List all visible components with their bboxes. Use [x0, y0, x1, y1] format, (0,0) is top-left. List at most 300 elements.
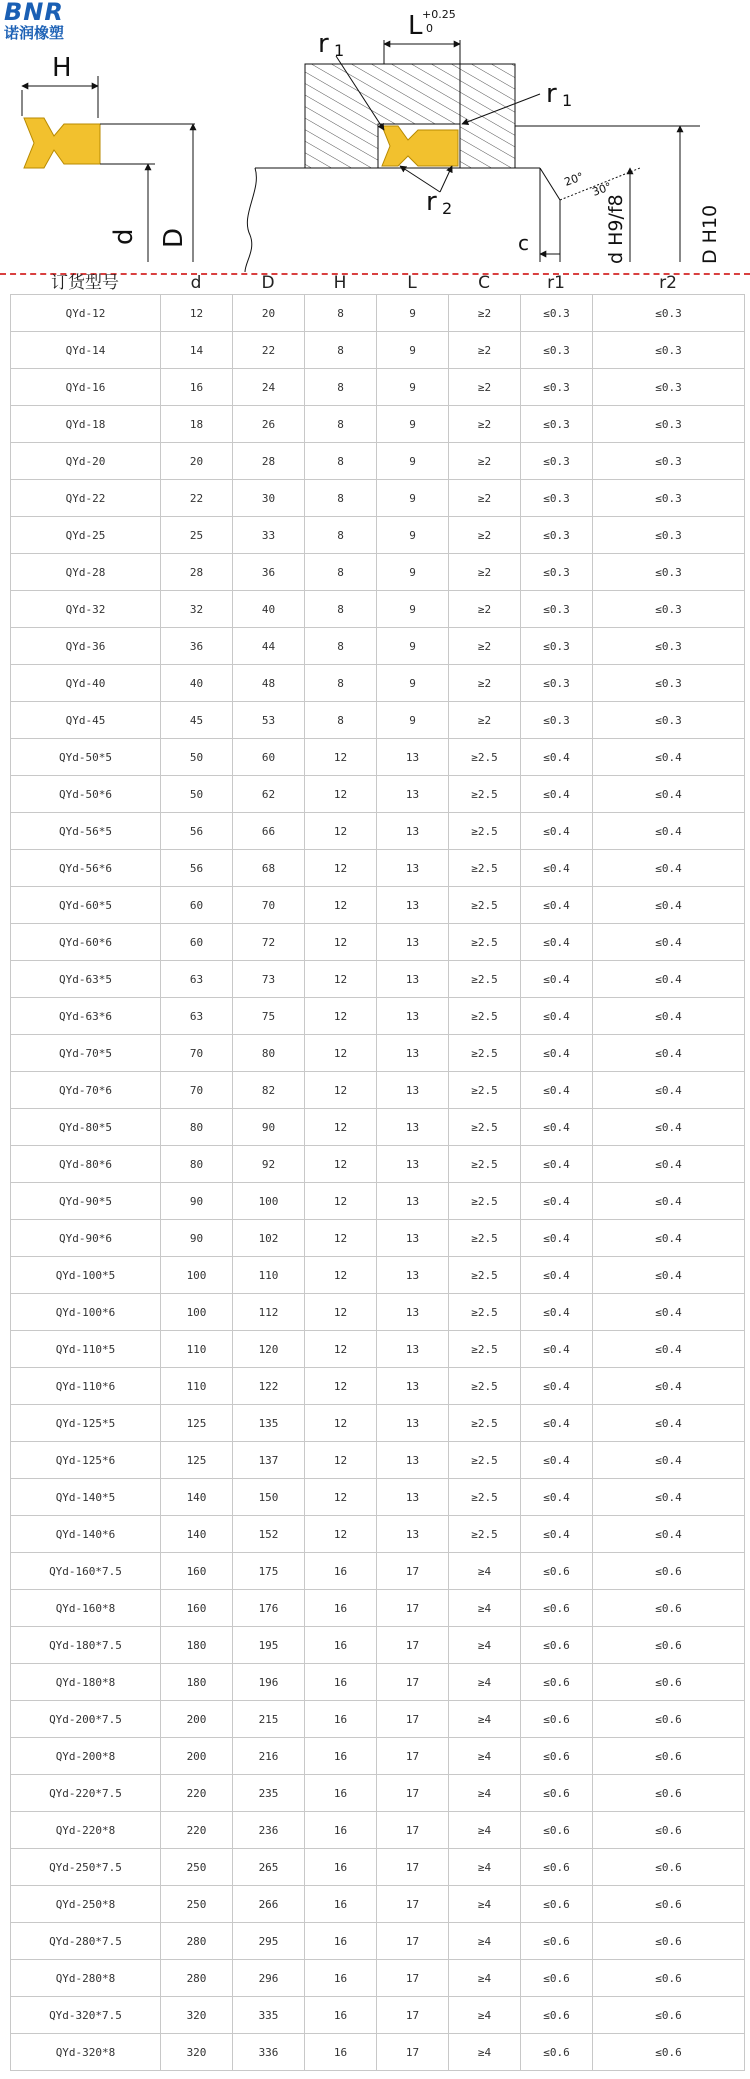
cell-r2: ≤0.3 — [593, 295, 745, 332]
cell-L: 13 — [377, 1294, 449, 1331]
cell-H: 12 — [305, 1405, 377, 1442]
cell-d: 45 — [161, 702, 233, 739]
cell-C: ≥4 — [449, 1664, 521, 1701]
cell-r2: ≤0.6 — [593, 1960, 745, 1997]
cell-C: ≥2 — [449, 591, 521, 628]
cell-model: QYd-250*8 — [11, 1886, 161, 1923]
cell-d: 320 — [161, 2034, 233, 2071]
cell-H: 8 — [305, 665, 377, 702]
cell-d: 14 — [161, 332, 233, 369]
cell-L: 13 — [377, 998, 449, 1035]
cell-H: 8 — [305, 443, 377, 480]
cell-r2: ≤0.4 — [593, 1072, 745, 1109]
cell-model: QYd-63*6 — [11, 998, 161, 1035]
cell-C: ≥2 — [449, 517, 521, 554]
cell-model: QYd-14 — [11, 332, 161, 369]
header-C: C — [478, 273, 490, 293]
cell-D: 150 — [233, 1479, 305, 1516]
header-r1: r1 — [547, 273, 565, 293]
cell-H: 8 — [305, 702, 377, 739]
cell-r2: ≤0.6 — [593, 1738, 745, 1775]
cell-r1: ≤0.6 — [521, 1664, 593, 1701]
cell-D: 73 — [233, 961, 305, 998]
cell-D: 48 — [233, 665, 305, 702]
cell-r1: ≤0.4 — [521, 776, 593, 813]
cell-C: ≥4 — [449, 1738, 521, 1775]
cell-D: 70 — [233, 887, 305, 924]
cell-H: 12 — [305, 1035, 377, 1072]
cell-L: 13 — [377, 739, 449, 776]
cell-d: 280 — [161, 1960, 233, 1997]
cell-model: QYd-80*6 — [11, 1146, 161, 1183]
cell-H: 8 — [305, 369, 377, 406]
cell-C: ≥2.5 — [449, 998, 521, 1035]
cell-C: ≥2.5 — [449, 776, 521, 813]
cell-H: 12 — [305, 1294, 377, 1331]
cell-C: ≥2.5 — [449, 1257, 521, 1294]
table-row — [11, 1553, 745, 1590]
cell-d: 125 — [161, 1405, 233, 1442]
cell-L: 13 — [377, 1183, 449, 1220]
cell-model: QYd-80*5 — [11, 1109, 161, 1146]
cell-D: 26 — [233, 406, 305, 443]
cell-r2: ≤0.6 — [593, 1775, 745, 1812]
cell-r1: ≤0.3 — [521, 628, 593, 665]
cell-L: 13 — [377, 961, 449, 998]
cell-model: QYd-250*7.5 — [11, 1849, 161, 1886]
cell-C: ≥2 — [449, 480, 521, 517]
cell-D: 122 — [233, 1368, 305, 1405]
cell-r2: ≤0.6 — [593, 1849, 745, 1886]
cell-model: QYd-180*8 — [11, 1664, 161, 1701]
cell-D: 215 — [233, 1701, 305, 1738]
label-L: L — [408, 11, 423, 41]
cell-C: ≥2.5 — [449, 1516, 521, 1553]
cell-model: QYd-50*5 — [11, 739, 161, 776]
cell-C: ≥2 — [449, 665, 521, 702]
cell-r2: ≤0.4 — [593, 1405, 745, 1442]
seal-assembly — [245, 40, 700, 272]
table-row — [11, 1072, 745, 1109]
cell-C: ≥2.5 — [449, 1294, 521, 1331]
table-row — [11, 1738, 745, 1775]
cell-C: ≥2 — [449, 443, 521, 480]
cell-r1: ≤0.4 — [521, 1368, 593, 1405]
cell-r1: ≤0.4 — [521, 739, 593, 776]
cell-r1: ≤0.6 — [521, 1701, 593, 1738]
cell-d: 320 — [161, 1997, 233, 2034]
cell-L: 9 — [377, 332, 449, 369]
cell-r2: ≤0.3 — [593, 332, 745, 369]
cell-r2: ≤0.4 — [593, 998, 745, 1035]
cell-H: 16 — [305, 1997, 377, 2034]
cell-C: ≥2.5 — [449, 1035, 521, 1072]
cell-L: 17 — [377, 1701, 449, 1738]
table-row — [11, 517, 745, 554]
table-row — [11, 850, 745, 887]
cell-r1: ≤0.4 — [521, 998, 593, 1035]
cell-r2: ≤0.3 — [593, 554, 745, 591]
cell-r2: ≤0.4 — [593, 1479, 745, 1516]
cell-r1: ≤0.4 — [521, 1405, 593, 1442]
cell-L: 17 — [377, 1590, 449, 1627]
cell-r2: ≤0.4 — [593, 887, 745, 924]
cell-model: QYd-60*6 — [11, 924, 161, 961]
cell-r1: ≤0.4 — [521, 1035, 593, 1072]
cell-L: 13 — [377, 1109, 449, 1146]
cell-H: 12 — [305, 1442, 377, 1479]
table-row — [11, 1479, 745, 1516]
cell-H: 12 — [305, 1331, 377, 1368]
cell-L: 9 — [377, 517, 449, 554]
cell-r1: ≤0.6 — [521, 1738, 593, 1775]
cell-r1: ≤0.3 — [521, 443, 593, 480]
cell-H: 12 — [305, 776, 377, 813]
cell-D: 20 — [233, 295, 305, 332]
cell-r1: ≤0.4 — [521, 1331, 593, 1368]
cell-D: 75 — [233, 998, 305, 1035]
cell-r1: ≤0.6 — [521, 1849, 593, 1886]
cell-L: 17 — [377, 1738, 449, 1775]
cell-D: 62 — [233, 776, 305, 813]
cell-model: QYd-125*6 — [11, 1442, 161, 1479]
cell-d: 90 — [161, 1220, 233, 1257]
cell-d: 12 — [161, 295, 233, 332]
cell-H: 12 — [305, 739, 377, 776]
cell-D: 336 — [233, 2034, 305, 2071]
cell-r1: ≤0.4 — [521, 1183, 593, 1220]
cell-C: ≥2.5 — [449, 850, 521, 887]
cell-model: QYd-100*6 — [11, 1294, 161, 1331]
cell-r1: ≤0.4 — [521, 1146, 593, 1183]
cell-r2: ≤0.6 — [593, 1701, 745, 1738]
cell-D: 176 — [233, 1590, 305, 1627]
cell-r2: ≤0.3 — [593, 406, 745, 443]
cell-d: 220 — [161, 1775, 233, 1812]
cell-d: 50 — [161, 739, 233, 776]
cell-r2: ≤0.4 — [593, 961, 745, 998]
header-H: H — [333, 273, 347, 293]
cell-r1: ≤0.4 — [521, 1109, 593, 1146]
cell-r1: ≤0.4 — [521, 1072, 593, 1109]
cell-D: 40 — [233, 591, 305, 628]
cell-d: 60 — [161, 887, 233, 924]
cell-L: 13 — [377, 1146, 449, 1183]
cell-r2: ≤0.6 — [593, 1923, 745, 1960]
cell-C: ≥2.5 — [449, 924, 521, 961]
label-L-tol-upper: +0.25 — [422, 8, 456, 21]
cell-H: 16 — [305, 1553, 377, 1590]
cell-D: 110 — [233, 1257, 305, 1294]
cell-model: QYd-40 — [11, 665, 161, 702]
label-angle-30: 30° — [590, 179, 614, 199]
cell-H: 16 — [305, 1738, 377, 1775]
table-row — [11, 1257, 745, 1294]
label-r2: r — [426, 187, 437, 217]
cell-d: 110 — [161, 1331, 233, 1368]
cell-r2: ≤0.3 — [593, 702, 745, 739]
cell-L: 13 — [377, 776, 449, 813]
cell-D: 53 — [233, 702, 305, 739]
label-r1-right: r — [546, 79, 557, 109]
cell-r2: ≤0.4 — [593, 1331, 745, 1368]
cell-C: ≥2.5 — [449, 961, 521, 998]
cell-L: 13 — [377, 850, 449, 887]
cell-D: 266 — [233, 1886, 305, 1923]
table-row — [11, 443, 745, 480]
cell-C: ≥2.5 — [449, 1331, 521, 1368]
cell-H: 8 — [305, 517, 377, 554]
cell-D: 100 — [233, 1183, 305, 1220]
cell-d: 90 — [161, 1183, 233, 1220]
cell-model: QYd-110*6 — [11, 1368, 161, 1405]
cell-r2: ≤0.3 — [593, 517, 745, 554]
cell-H: 16 — [305, 1664, 377, 1701]
cell-r2: ≤0.6 — [593, 1886, 745, 1923]
table-row — [11, 1812, 745, 1849]
cell-r2: ≤0.4 — [593, 1183, 745, 1220]
cell-d: 56 — [161, 813, 233, 850]
cell-model: QYd-200*7.5 — [11, 1701, 161, 1738]
cell-L: 9 — [377, 665, 449, 702]
table-row — [11, 591, 745, 628]
cell-r2: ≤0.4 — [593, 1035, 745, 1072]
table-row — [11, 998, 745, 1035]
cell-C: ≥4 — [449, 1590, 521, 1627]
cell-C: ≥2 — [449, 369, 521, 406]
cell-model: QYd-25 — [11, 517, 161, 554]
cell-d: 16 — [161, 369, 233, 406]
cell-C: ≥2 — [449, 702, 521, 739]
cell-model: QYd-32 — [11, 591, 161, 628]
cell-C: ≥2 — [449, 332, 521, 369]
cell-C: ≥4 — [449, 1701, 521, 1738]
cell-D: 175 — [233, 1553, 305, 1590]
cell-C: ≥2.5 — [449, 1368, 521, 1405]
cell-d: 32 — [161, 591, 233, 628]
cell-L: 17 — [377, 1627, 449, 1664]
cell-L: 13 — [377, 1220, 449, 1257]
table-row — [11, 1886, 745, 1923]
cell-H: 16 — [305, 1812, 377, 1849]
cell-model: QYd-70*5 — [11, 1035, 161, 1072]
cell-model: QYd-160*8 — [11, 1590, 161, 1627]
label-r1-right-sub: 1 — [562, 91, 573, 110]
cell-H: 16 — [305, 1590, 377, 1627]
cell-r1: ≤0.3 — [521, 480, 593, 517]
table-row — [11, 1405, 745, 1442]
cell-d: 140 — [161, 1516, 233, 1553]
cell-r1: ≤0.3 — [521, 591, 593, 628]
table-row — [11, 776, 745, 813]
cell-model: QYd-16 — [11, 369, 161, 406]
table-row — [11, 961, 745, 998]
cell-r1: ≤0.3 — [521, 332, 593, 369]
cell-r1: ≤0.6 — [521, 1812, 593, 1849]
cell-D: 152 — [233, 1516, 305, 1553]
cell-model: QYd-220*8 — [11, 1812, 161, 1849]
table-row — [11, 406, 745, 443]
cell-r2: ≤0.6 — [593, 1812, 745, 1849]
cell-L: 9 — [377, 702, 449, 739]
header-order-model: 订货型号 — [51, 273, 119, 293]
cell-L: 17 — [377, 1812, 449, 1849]
cell-C: ≥4 — [449, 1627, 521, 1664]
cell-H: 12 — [305, 1479, 377, 1516]
cell-H: 16 — [305, 2034, 377, 2071]
cell-d: 125 — [161, 1442, 233, 1479]
cell-model: QYd-180*7.5 — [11, 1627, 161, 1664]
cell-model: QYd-20 — [11, 443, 161, 480]
cell-d: 80 — [161, 1146, 233, 1183]
table-row — [11, 1109, 745, 1146]
cell-model: QYd-100*5 — [11, 1257, 161, 1294]
spec-table-body — [11, 295, 745, 2071]
label-r1-left-sub: 1 — [334, 41, 345, 60]
cell-model: QYd-63*5 — [11, 961, 161, 998]
cell-D: 296 — [233, 1960, 305, 1997]
seal-diagram — [0, 0, 750, 276]
cell-r2: ≤0.3 — [593, 591, 745, 628]
cell-C: ≥2.5 — [449, 1183, 521, 1220]
cell-d: 22 — [161, 480, 233, 517]
cell-L: 13 — [377, 1405, 449, 1442]
cell-r2: ≤0.4 — [593, 1516, 745, 1553]
table-row — [11, 924, 745, 961]
cell-r1: ≤0.4 — [521, 961, 593, 998]
cell-D: 235 — [233, 1775, 305, 1812]
cell-model: QYd-28 — [11, 554, 161, 591]
cell-D: 265 — [233, 1849, 305, 1886]
cell-d: 60 — [161, 924, 233, 961]
cell-model: QYd-50*6 — [11, 776, 161, 813]
cell-r1: ≤0.4 — [521, 813, 593, 850]
cell-H: 8 — [305, 295, 377, 332]
cell-r1: ≤0.4 — [521, 1516, 593, 1553]
cell-r2: ≤0.6 — [593, 1553, 745, 1590]
cell-H: 8 — [305, 406, 377, 443]
cell-C: ≥2.5 — [449, 1442, 521, 1479]
cell-r2: ≤0.6 — [593, 1627, 745, 1664]
cell-r2: ≤0.3 — [593, 369, 745, 406]
cell-d: 180 — [161, 1664, 233, 1701]
cell-L: 17 — [377, 1886, 449, 1923]
cell-d: 36 — [161, 628, 233, 665]
cell-D: 36 — [233, 554, 305, 591]
cell-d: 110 — [161, 1368, 233, 1405]
table-row — [11, 1146, 745, 1183]
cell-model: QYd-320*7.5 — [11, 1997, 161, 2034]
cell-D: 236 — [233, 1812, 305, 1849]
table-row — [11, 1516, 745, 1553]
cell-L: 9 — [377, 369, 449, 406]
cell-r1: ≤0.4 — [521, 924, 593, 961]
cell-L: 13 — [377, 1479, 449, 1516]
cell-D: 90 — [233, 1109, 305, 1146]
cell-d: 100 — [161, 1294, 233, 1331]
cell-C: ≥2.5 — [449, 813, 521, 850]
cell-model: QYd-56*5 — [11, 813, 161, 850]
cell-r1: ≤0.3 — [521, 295, 593, 332]
cell-L: 17 — [377, 2034, 449, 2071]
cell-C: ≥4 — [449, 1553, 521, 1590]
cell-D: 295 — [233, 1923, 305, 1960]
cell-H: 12 — [305, 1516, 377, 1553]
label-d-left: d — [109, 228, 139, 245]
cell-H: 12 — [305, 1109, 377, 1146]
cell-model: QYd-70*6 — [11, 1072, 161, 1109]
cell-d: 50 — [161, 776, 233, 813]
cell-r1: ≤0.6 — [521, 1553, 593, 1590]
cell-C: ≥2 — [449, 628, 521, 665]
label-L-tol-lower: 0 — [426, 22, 433, 35]
cell-r2: ≤0.4 — [593, 1220, 745, 1257]
cell-model: QYd-45 — [11, 702, 161, 739]
table-row — [11, 628, 745, 665]
cell-d: 70 — [161, 1035, 233, 1072]
cell-model: QYd-90*6 — [11, 1220, 161, 1257]
cell-model: QYd-320*8 — [11, 2034, 161, 2071]
cell-H: 12 — [305, 1368, 377, 1405]
cell-D: 137 — [233, 1442, 305, 1479]
cell-d: 140 — [161, 1479, 233, 1516]
table-row — [11, 1849, 745, 1886]
cell-H: 12 — [305, 813, 377, 850]
cell-D: 68 — [233, 850, 305, 887]
cell-C: ≥2.5 — [449, 887, 521, 924]
table-row — [11, 2034, 745, 2071]
cell-C: ≥4 — [449, 1849, 521, 1886]
table-row — [11, 1960, 745, 1997]
cell-H: 12 — [305, 998, 377, 1035]
brand-logo-name: 诺润橡塑 — [4, 24, 65, 42]
cell-D: 112 — [233, 1294, 305, 1331]
cell-model: QYd-12 — [11, 295, 161, 332]
cell-H: 16 — [305, 1960, 377, 1997]
cell-L: 17 — [377, 1553, 449, 1590]
cell-r2: ≤0.4 — [593, 1442, 745, 1479]
cell-L: 17 — [377, 1923, 449, 1960]
cell-model: QYd-36 — [11, 628, 161, 665]
cell-H: 12 — [305, 924, 377, 961]
label-H: H — [52, 53, 72, 83]
cell-r1: ≤0.4 — [521, 887, 593, 924]
cell-L: 17 — [377, 1997, 449, 2034]
cell-d: 160 — [161, 1553, 233, 1590]
cell-D: 22 — [233, 332, 305, 369]
cell-r1: ≤0.4 — [521, 1257, 593, 1294]
cell-H: 8 — [305, 591, 377, 628]
table-row — [11, 1442, 745, 1479]
header-L: L — [407, 273, 417, 293]
cell-H: 16 — [305, 1849, 377, 1886]
cell-H: 16 — [305, 1923, 377, 1960]
cell-L: 13 — [377, 924, 449, 961]
label-r1-left: r — [318, 29, 329, 59]
table-row — [11, 1590, 745, 1627]
cell-r2: ≤0.4 — [593, 850, 745, 887]
cell-d: 100 — [161, 1257, 233, 1294]
cell-r1: ≤0.6 — [521, 1590, 593, 1627]
cell-r1: ≤0.4 — [521, 1479, 593, 1516]
cell-C: ≥2.5 — [449, 1405, 521, 1442]
cell-L: 13 — [377, 1516, 449, 1553]
cell-model: QYd-140*5 — [11, 1479, 161, 1516]
cell-d: 63 — [161, 998, 233, 1035]
cell-L: 17 — [377, 1775, 449, 1812]
table-row — [11, 1664, 745, 1701]
cell-L: 13 — [377, 1035, 449, 1072]
